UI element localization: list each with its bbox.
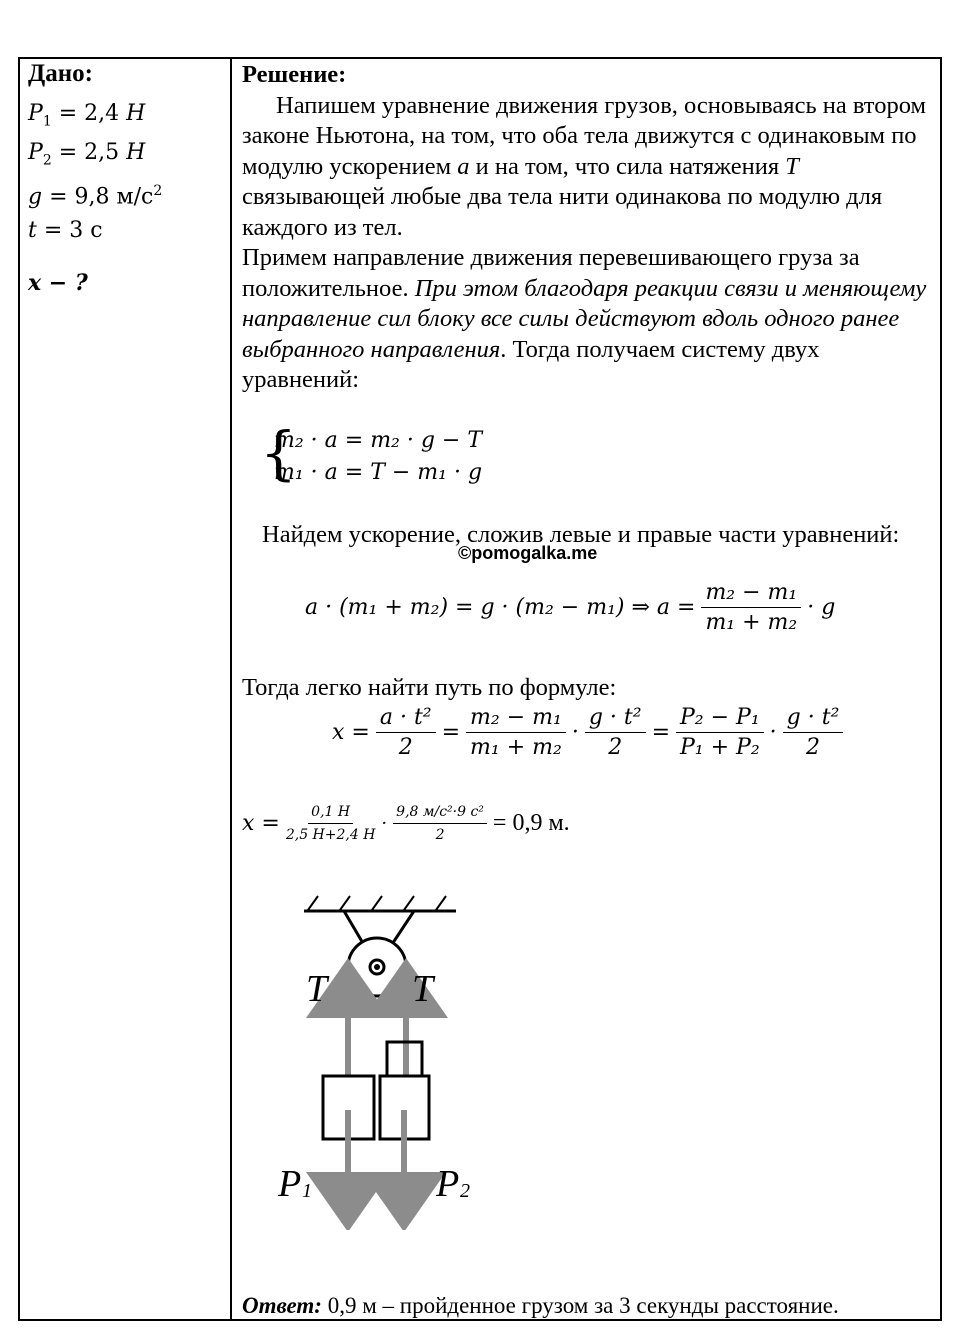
label-weight-2-sub: 2 [460, 1180, 470, 1202]
calculation-equation: x = $\frac{0,1 H}{2,5 H+2,4 H}$ · $\frac{\text{9,8 м/с²·9 с²}}{2}$ = 0,9 м. [242, 804, 570, 843]
given-item-p2: $P_2 = 2,5$ H [28, 140, 146, 169]
solution-column [242, 60, 932, 396]
label-weight-1: P [278, 1163, 302, 1205]
label-tension-left: T [306, 968, 328, 1010]
system-brace: { [260, 419, 297, 487]
pulley-diagram [270, 880, 510, 1230]
solution-paragraph-4: Тогда легко найти путь по формуле: [242, 674, 617, 701]
answer-line: Ответ: 0,9 м – пройденное грузом за 3 секунды расстояние. [242, 1293, 839, 1318]
given-item-t: t = 3 с [28, 218, 103, 243]
label-weight-2: P [436, 1163, 460, 1205]
solution-paragraph-1: Напишем уравнение движения грузов, основываясь на втором законе Ньютона, на том, что оба тела движутся с одинаковым по модулю ускорением a и на том, что сила натяжения T связывающей любые два тела нити одинакова по модулю для каждого из тел. [242, 91, 926, 241]
solution-heading: Решение: [242, 61, 347, 88]
column-divider [230, 57, 232, 1321]
ceiling [304, 896, 456, 911]
system-equation-2: m₁ · a = T − m₁ · g [274, 460, 483, 485]
watermark: ©pomogalka.me [458, 543, 598, 563]
given-item-p1: $P_1 = 2,4$ H [28, 101, 146, 130]
unknown-quantity: x − ? [28, 270, 88, 296]
path-equation: x = $\frac{\text{a · t²}}{2}$ = $\frac{\text{m₂ − m₁}}{\text{m₁ + m₂}}$ · $\frac{\text{g · t²}}{2}$ = $\frac{\text{P₂ − P₁}}{\text{P₁ + P₂}}$ · $\frac{\text{g · t²}}{2}$ [332, 705, 849, 760]
label-tension-right: T [412, 968, 434, 1010]
solution-paragraph-2: Примем направление движения перевешивающего груза за положительное. При этом благодаря реакции связи и меняющему направление сил блоку все силы действуют вдоль одного ранее выбранного направления. Тогда получаем систему двух уравнений: [242, 244, 927, 393]
given-column [28, 60, 228, 296]
label-weight-1-sub: 1 [302, 1180, 312, 1202]
system-equation-1: m₂ · a = m₂ · g − T [274, 428, 483, 453]
given-item-g: g = 9,8 $м/с^2$ [28, 183, 163, 210]
given-heading: Дано: [28, 60, 93, 87]
acceleration-equation: a · (m₁ + m₂) = g · (m₂ − m₁) ⇒ a = $\frac{\text{m₂ − m₁}}{\text{m₁ + m₂}}$ · g [305, 580, 836, 635]
solution-paragraph-3: Найдем ускорение, сложив левые и правые части уравнений: [262, 521, 900, 548]
